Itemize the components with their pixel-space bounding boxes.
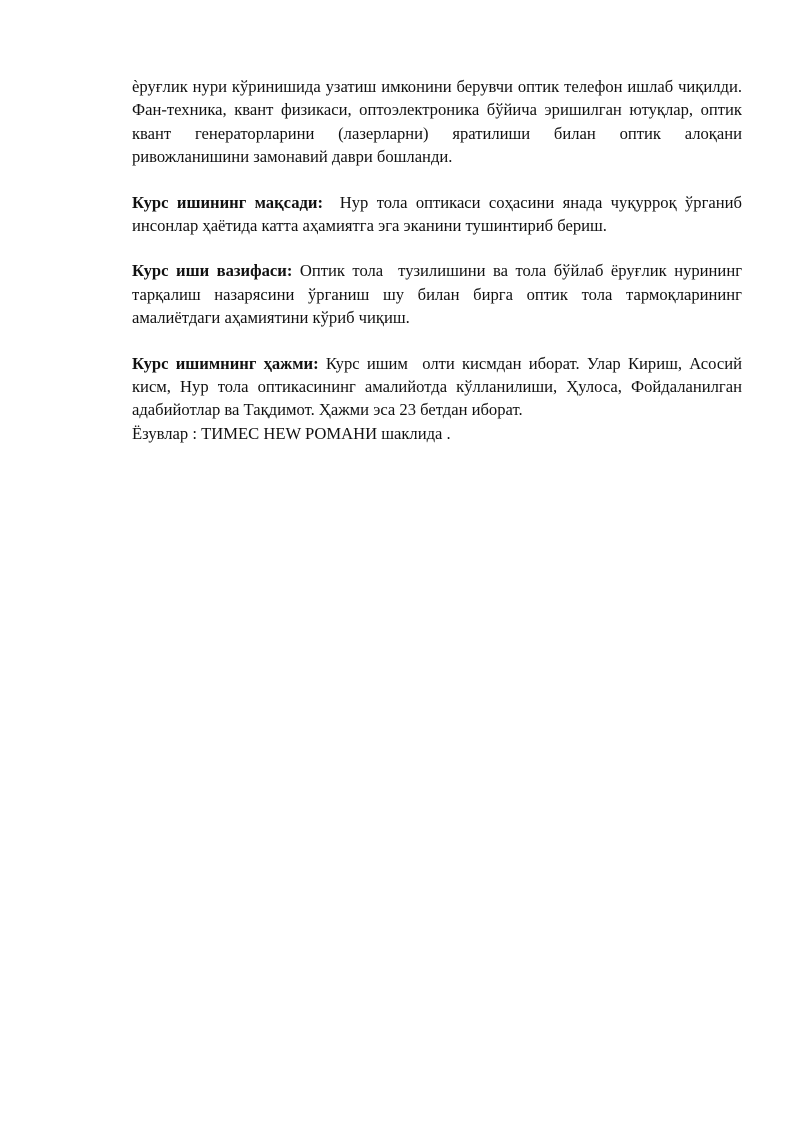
paragraph-spacer [132, 330, 742, 352]
task-text: Оптик тола тузилишини ва тола бўйлаб ёруғлик нурининг тарқалиш назарясини ўрганиш шу билан бирга оптик тола тармоқларининг амалиётдаги аҳамиятини кўриб чиқиш. [132, 261, 747, 328]
goal-text: Нур тола оптикаси соҳасини янада чуқурроқ ўрганиб инсонлар ҳаётида катта аҳамиятга эга эканини тушинтириб бериш. [132, 192, 747, 236]
fonts-line [132, 422, 742, 445]
goal-label: Курс ишининг мақсади: [132, 192, 323, 212]
volume-paragraph [132, 352, 747, 422]
paragraph-spacer [132, 169, 742, 191]
task-paragraph [132, 259, 747, 329]
document-page [132, 75, 747, 445]
goal-paragraph [132, 191, 747, 238]
paragraph-spacer [132, 237, 742, 259]
intro-paragraph [132, 75, 742, 169]
volume-text: Курс ишим олти кисмдан иборат. Улар Кириш, Асосий кисм, Нур тола оптикасининг амалийотда кўлланилиши, Ҳулоса, Фойдаланилган адабийотлар ва Тақдимот. Ҳажми эса 23 бетдан иборат. [132, 353, 747, 420]
volume-label: Курс ишимнинг ҳажми: [132, 353, 319, 373]
task-label: Курс иши вазифаси: [132, 261, 293, 281]
fonts-line-text: Ёзувлар : ТИМЕС НЕW РОМАНИ шаклида . [132, 423, 451, 443]
intro-text: ѐруғлик нури кўринишида узатиш имконини берувчи оптик телефон ишлаб чиқилди. Фан-техника, квант физикаси, оптоэлектроника бўйича эришилган ютуқлар, оптик квант генераторларини (лазерларни) яратилиши билан оптик алоқани ривожланишини замонавий даври бошланди. [132, 77, 742, 167]
